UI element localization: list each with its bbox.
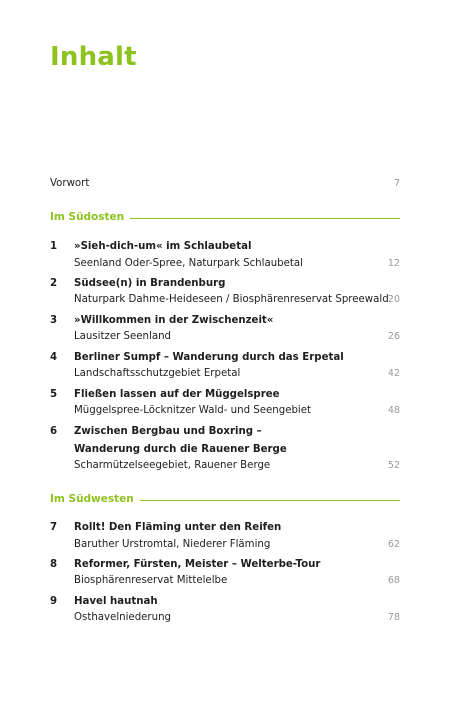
entry-title: »Sieh-dich-um« im Schlaubetal bbox=[74, 241, 252, 252]
toc-entry bbox=[50, 558, 400, 590]
section-heading-suedosten bbox=[50, 211, 400, 225]
toc-entry bbox=[50, 351, 400, 383]
entry-title: Reformer, Fürsten, Meister – Welterbe-Tour bbox=[74, 559, 321, 570]
vorwort-page-number: 7 bbox=[393, 178, 400, 189]
entry-number: 4 bbox=[50, 352, 58, 363]
entry-title: Zwischen Bergbau und Boxring – bbox=[74, 426, 262, 437]
entry-subtitle: Osthavelniederung bbox=[74, 612, 172, 623]
entry-number: 2 bbox=[50, 278, 58, 289]
entry-number: 9 bbox=[50, 596, 58, 607]
entry-number: 6 bbox=[50, 426, 58, 437]
toc-entry bbox=[50, 240, 400, 272]
section-rule bbox=[134, 500, 400, 501]
entry-page-number: 42 bbox=[387, 368, 400, 379]
toc-entry bbox=[50, 521, 400, 553]
vorwort-label: Vorwort bbox=[50, 178, 90, 189]
section-rule bbox=[128, 218, 400, 219]
entry-subtitle: Müggelspree-Löcknitzer Wald- und Seengebiet bbox=[74, 405, 312, 416]
entry-number: 8 bbox=[50, 559, 58, 570]
toc-entry bbox=[50, 425, 400, 475]
entry-page-number: 12 bbox=[387, 258, 400, 269]
entry-title: Rollt! Den Fläming unter den Reifen bbox=[74, 522, 282, 533]
toc-entry bbox=[50, 388, 400, 420]
entry-title: Südsee(n) in Brandenburg bbox=[74, 278, 226, 289]
entry-page-number: 26 bbox=[387, 331, 400, 342]
entry-subtitle: Scharmützelseegebiet, Rauener Berge bbox=[74, 460, 271, 471]
entry-page-number: 78 bbox=[387, 612, 400, 623]
entry-number: 5 bbox=[50, 389, 58, 400]
toc-entry bbox=[50, 595, 400, 627]
entry-page-number: 52 bbox=[387, 460, 400, 471]
entry-subtitle: Biosphärenreservat Mittelelbe bbox=[74, 575, 228, 586]
entry-title: Berliner Sumpf – Wanderung durch das Erpetal bbox=[74, 352, 344, 363]
toc-entry bbox=[50, 314, 400, 346]
toc-entry-vorwort bbox=[50, 177, 400, 190]
entry-page-number: 62 bbox=[387, 539, 400, 550]
entry-subtitle: Naturpark Dahme-Heideseen / Biosphärenreservat Spreewald bbox=[74, 294, 389, 305]
entry-subtitle: Baruther Urstromtal, Niederer Fläming bbox=[74, 539, 271, 550]
entry-title: »Willkommen in der Zwischenzeit« bbox=[74, 315, 274, 326]
entry-title: Fließen lassen auf der Müggelspree bbox=[74, 389, 280, 400]
entry-page-number: 48 bbox=[387, 405, 400, 416]
entry-subtitle: Landschaftsschutzgebiet Erpetal bbox=[74, 368, 241, 379]
entry-page-number: 20 bbox=[387, 294, 400, 305]
entry-title-continued: Wanderung durch die Rauener Berge bbox=[74, 444, 287, 455]
section-label: Im Südosten bbox=[50, 211, 130, 224]
entry-number: 1 bbox=[50, 241, 58, 252]
section-heading-suedwesten bbox=[50, 493, 400, 507]
entry-subtitle: Lausitzer Seenland bbox=[74, 331, 172, 342]
toc-entry bbox=[50, 277, 400, 309]
section-label: Im Südwesten bbox=[50, 493, 140, 506]
entry-subtitle: Seenland Oder-Spree, Naturpark Schlaubetal bbox=[74, 258, 303, 269]
entry-title: Havel hautnah bbox=[74, 596, 158, 607]
page-title: Inhalt bbox=[50, 42, 137, 72]
entry-number: 3 bbox=[50, 315, 58, 326]
entry-number: 7 bbox=[50, 522, 58, 533]
entry-page-number: 68 bbox=[387, 575, 400, 586]
